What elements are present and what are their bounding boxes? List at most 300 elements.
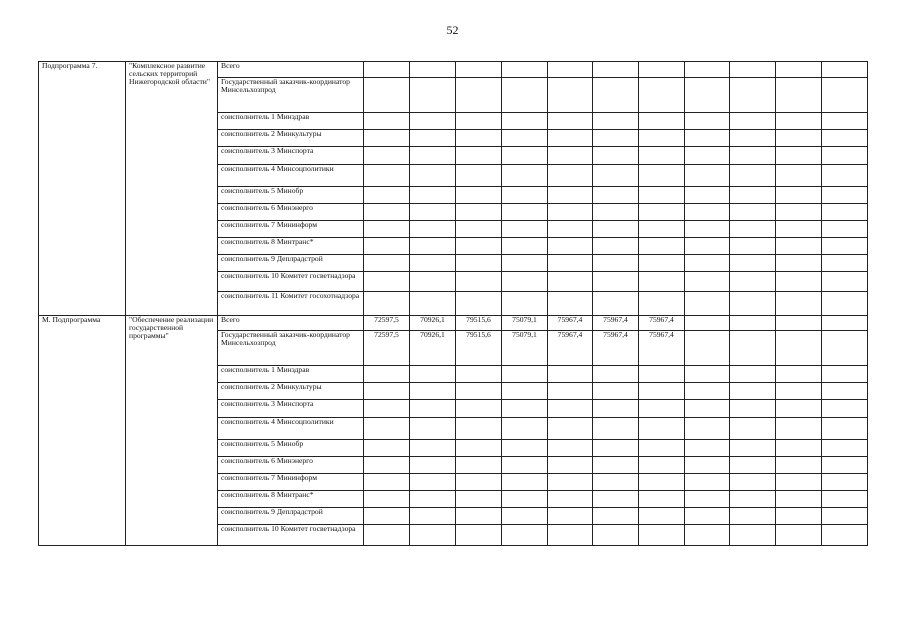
page-number: 52 (446, 23, 459, 37)
value-cell (822, 238, 868, 255)
value-cell (548, 272, 593, 292)
row-label: соисполнитель 3 Минспорта (218, 147, 364, 165)
value-cell (364, 78, 410, 113)
value-cell (502, 525, 548, 546)
value-cell (730, 383, 776, 400)
value-cell (593, 62, 639, 78)
value-cell (502, 366, 548, 383)
row-label: соисполнитель 7 Мининформ (218, 474, 364, 491)
value-cell (456, 113, 502, 130)
value-cell (776, 292, 822, 316)
value-cell (548, 147, 593, 165)
value-cell (730, 147, 776, 165)
value-cell (730, 204, 776, 221)
value-cell (456, 418, 502, 440)
value-cell (410, 78, 456, 113)
value-cell (685, 165, 730, 187)
value-cell (822, 474, 868, 491)
value-cell (456, 221, 502, 238)
value-cell (639, 491, 685, 508)
value-cell (822, 292, 868, 316)
value-cell (593, 525, 639, 546)
value-cell (502, 272, 548, 292)
value-cell (502, 221, 548, 238)
value-cell (410, 457, 456, 474)
value-cell (593, 204, 639, 221)
value-cell (822, 457, 868, 474)
value-cell (593, 187, 639, 204)
value-cell (730, 221, 776, 238)
value-cell (776, 78, 822, 113)
value-cell (685, 130, 730, 147)
value-cell (456, 147, 502, 165)
value-cell (548, 400, 593, 418)
table-row (39, 316, 868, 331)
value-cell (730, 474, 776, 491)
value-cell (639, 221, 685, 238)
value-cell (776, 366, 822, 383)
value-cell (822, 204, 868, 221)
value-cell (456, 165, 502, 187)
value-cell (685, 316, 730, 331)
value-cell (730, 78, 776, 113)
value-cell (639, 418, 685, 440)
value-cell (822, 525, 868, 546)
value-cell (822, 272, 868, 292)
value-cell (410, 491, 456, 508)
value-cell (685, 272, 730, 292)
value-cell (364, 400, 410, 418)
value-cell (685, 204, 730, 221)
value-cell (639, 238, 685, 255)
value-cell (456, 238, 502, 255)
value-cell (730, 525, 776, 546)
budget-table (38, 61, 868, 546)
value-cell: 79515,6 (456, 331, 502, 366)
value-cell: 72597,5 (364, 331, 410, 366)
value-cell (776, 238, 822, 255)
value-cell (456, 130, 502, 147)
row-label: соисполнитель 1 Минздрав (218, 366, 364, 383)
value-cell (822, 113, 868, 130)
value-cell (502, 165, 548, 187)
value-cell (410, 221, 456, 238)
value-cell (548, 204, 593, 221)
value-cell (639, 113, 685, 130)
row-label: соисполнитель 11 Комитет госохотнадзора (218, 292, 364, 316)
value-cell (364, 238, 410, 255)
value-cell (639, 366, 685, 383)
value-cell (822, 366, 868, 383)
value-cell (364, 187, 410, 204)
value-cell (822, 491, 868, 508)
value-cell (776, 418, 822, 440)
value-cell (730, 508, 776, 525)
value-cell (593, 383, 639, 400)
value-cell (685, 62, 730, 78)
value-cell (364, 366, 410, 383)
value-cell (502, 113, 548, 130)
value-cell (730, 457, 776, 474)
value-cell (502, 508, 548, 525)
value-cell (593, 474, 639, 491)
value-cell (730, 130, 776, 147)
value-cell (776, 147, 822, 165)
value-cell (548, 62, 593, 78)
row-label: Государственный заказчик-координатор Минсельхозпрод (218, 331, 364, 366)
value-cell (685, 238, 730, 255)
value-cell (548, 474, 593, 491)
value-cell (502, 238, 548, 255)
value-cell (776, 130, 822, 147)
value-cell (456, 78, 502, 113)
value-cell (639, 255, 685, 272)
value-cell (730, 255, 776, 272)
row-label: соисполнитель 1 Минздрав (218, 113, 364, 130)
value-cell (548, 292, 593, 316)
value-cell (593, 491, 639, 508)
value-cell (593, 130, 639, 147)
value-cell (410, 418, 456, 440)
value-cell (548, 440, 593, 457)
value-cell (364, 255, 410, 272)
value-cell (410, 474, 456, 491)
value-cell (410, 383, 456, 400)
value-cell (639, 474, 685, 491)
value-cell: 75967,4 (639, 331, 685, 366)
value-cell (730, 418, 776, 440)
value-cell (776, 113, 822, 130)
value-cell (685, 221, 730, 238)
value-cell (730, 113, 776, 130)
value-cell (456, 525, 502, 546)
value-cell (364, 272, 410, 292)
value-cell: 70926,1 (410, 331, 456, 366)
row-label: соисполнитель 5 Минобр (218, 440, 364, 457)
value-cell (548, 221, 593, 238)
value-cell (456, 366, 502, 383)
value-cell (822, 418, 868, 440)
value-cell (822, 508, 868, 525)
value-cell (639, 272, 685, 292)
value-cell (364, 508, 410, 525)
value-cell (410, 255, 456, 272)
value-cell (410, 187, 456, 204)
value-cell: 75967,4 (548, 316, 593, 331)
value-cell (364, 130, 410, 147)
value-cell (502, 255, 548, 272)
value-cell (776, 165, 822, 187)
value-cell (410, 508, 456, 525)
value-cell (593, 113, 639, 130)
value-cell (456, 255, 502, 272)
value-cell (776, 221, 822, 238)
program-title-cell: "Обеспечение реализации государственной программы" (126, 316, 218, 546)
value-cell (685, 440, 730, 457)
value-cell (410, 292, 456, 316)
row-label: соисполнитель 5 Минобр (218, 187, 364, 204)
value-cell (364, 292, 410, 316)
value-cell (776, 525, 822, 546)
value-cell (456, 440, 502, 457)
value-cell (410, 147, 456, 165)
value-cell (639, 508, 685, 525)
program-cell: М. Подпрограмма (39, 316, 126, 546)
value-cell (410, 400, 456, 418)
value-cell (410, 130, 456, 147)
value-cell (502, 400, 548, 418)
value-cell (639, 292, 685, 316)
row-label: соисполнитель 2 Минкультуры (218, 130, 364, 147)
value-cell (776, 457, 822, 474)
value-cell (593, 508, 639, 525)
value-cell (548, 525, 593, 546)
value-cell (822, 255, 868, 272)
value-cell (456, 62, 502, 78)
value-cell (685, 525, 730, 546)
value-cell (822, 331, 868, 366)
row-label: соисполнитель 8 Минтранс* (218, 238, 364, 255)
value-cell (502, 440, 548, 457)
value-cell (639, 130, 685, 147)
value-cell (548, 255, 593, 272)
value-cell (456, 508, 502, 525)
value-cell (593, 440, 639, 457)
value-cell (776, 474, 822, 491)
value-cell (548, 383, 593, 400)
value-cell (776, 508, 822, 525)
value-cell (639, 525, 685, 546)
value-cell (822, 383, 868, 400)
value-cell (685, 474, 730, 491)
row-label: соисполнитель 10 Комитет госветнадзора (218, 272, 364, 292)
row-label: соисполнитель 8 Минтранс* (218, 491, 364, 508)
value-cell (822, 221, 868, 238)
value-cell (593, 366, 639, 383)
value-cell (364, 113, 410, 130)
value-cell (410, 113, 456, 130)
value-cell (685, 366, 730, 383)
value-cell (502, 491, 548, 508)
value-cell (410, 62, 456, 78)
row-label: соисполнитель 4 Минсоцполитики (218, 165, 364, 187)
value-cell (548, 508, 593, 525)
value-cell (548, 491, 593, 508)
value-cell (730, 366, 776, 383)
value-cell (456, 383, 502, 400)
value-cell (548, 78, 593, 113)
value-cell (685, 113, 730, 130)
row-label: соисполнитель 4 Минсоцполитики (218, 418, 364, 440)
value-cell (364, 165, 410, 187)
value-cell (685, 147, 730, 165)
value-cell (456, 400, 502, 418)
value-cell (639, 457, 685, 474)
value-cell (364, 474, 410, 491)
row-label: соисполнитель 6 Минэнерго (218, 457, 364, 474)
value-cell (364, 440, 410, 457)
value-cell (776, 383, 822, 400)
value-cell (364, 418, 410, 440)
value-cell: 75967,4 (593, 316, 639, 331)
value-cell (685, 457, 730, 474)
value-cell (548, 165, 593, 187)
value-cell (639, 165, 685, 187)
value-cell (730, 62, 776, 78)
value-cell (364, 491, 410, 508)
value-cell (685, 331, 730, 366)
value-cell: 70926,1 (410, 316, 456, 331)
value-cell (776, 62, 822, 78)
value-cell (593, 255, 639, 272)
row-label: соисполнитель 9 Деплрадстрой (218, 255, 364, 272)
value-cell (502, 474, 548, 491)
value-cell (593, 238, 639, 255)
value-cell (593, 400, 639, 418)
value-cell (822, 187, 868, 204)
value-cell (776, 400, 822, 418)
value-cell (364, 62, 410, 78)
value-cell (502, 78, 548, 113)
value-cell (730, 272, 776, 292)
value-cell (639, 62, 685, 78)
value-cell (548, 113, 593, 130)
value-cell (548, 187, 593, 204)
value-cell (822, 147, 868, 165)
value-cell (730, 331, 776, 366)
value-cell (822, 130, 868, 147)
value-cell (593, 292, 639, 316)
value-cell (364, 204, 410, 221)
value-cell (776, 187, 822, 204)
value-cell (776, 331, 822, 366)
value-cell (548, 366, 593, 383)
value-cell (410, 238, 456, 255)
value-cell: 72597,5 (364, 316, 410, 331)
row-label: Государственный заказчик-координатор Минсельхозпрод (218, 78, 364, 113)
table-row (39, 62, 868, 78)
value-cell: 75079,1 (502, 331, 548, 366)
value-cell: 79515,6 (456, 316, 502, 331)
value-cell (364, 147, 410, 165)
value-cell (502, 147, 548, 165)
value-cell (410, 440, 456, 457)
value-cell (364, 383, 410, 400)
value-cell (776, 316, 822, 331)
row-label: соисполнитель 6 Минэнерго (218, 204, 364, 221)
value-cell (639, 147, 685, 165)
value-cell (822, 316, 868, 331)
value-cell (593, 221, 639, 238)
value-cell (548, 457, 593, 474)
value-cell (639, 400, 685, 418)
value-cell (822, 440, 868, 457)
value-cell (548, 418, 593, 440)
value-cell (593, 165, 639, 187)
value-cell (685, 491, 730, 508)
value-cell (776, 204, 822, 221)
value-cell (502, 204, 548, 221)
value-cell (639, 187, 685, 204)
value-cell (456, 272, 502, 292)
value-cell (685, 418, 730, 440)
value-cell (685, 400, 730, 418)
value-cell (593, 272, 639, 292)
value-cell (593, 418, 639, 440)
value-cell (685, 292, 730, 316)
value-cell (730, 187, 776, 204)
value-cell (776, 272, 822, 292)
value-cell (593, 147, 639, 165)
value-cell (639, 204, 685, 221)
value-cell (456, 491, 502, 508)
value-cell (364, 525, 410, 546)
value-cell (639, 440, 685, 457)
value-cell (730, 238, 776, 255)
value-cell (822, 165, 868, 187)
value-cell (730, 440, 776, 457)
value-cell (685, 383, 730, 400)
value-cell (410, 366, 456, 383)
value-cell (593, 457, 639, 474)
value-cell (593, 78, 639, 113)
row-label: соисполнитель 2 Минкультуры (218, 383, 364, 400)
value-cell (685, 187, 730, 204)
value-cell (502, 62, 548, 78)
value-cell (685, 78, 730, 113)
program-cell: Подпрограмма 7. (39, 62, 126, 316)
value-cell (776, 491, 822, 508)
value-cell (364, 457, 410, 474)
value-cell (502, 383, 548, 400)
value-cell: 75967,4 (639, 316, 685, 331)
value-cell (730, 316, 776, 331)
value-cell: 75079,1 (502, 316, 548, 331)
value-cell (822, 62, 868, 78)
value-cell (456, 474, 502, 491)
row-label: соисполнитель 10 Комитет госветнадзора (218, 525, 364, 546)
value-cell (456, 292, 502, 316)
value-cell (456, 457, 502, 474)
value-cell (548, 130, 593, 147)
value-cell (502, 457, 548, 474)
value-cell (548, 238, 593, 255)
value-cell (685, 508, 730, 525)
value-cell (410, 165, 456, 187)
program-title-cell: "Комплексное развитие сельских территорий Нижегородской области" (126, 62, 218, 316)
value-cell (730, 491, 776, 508)
value-cell (410, 525, 456, 546)
value-cell (410, 204, 456, 221)
value-cell (502, 418, 548, 440)
value-cell (502, 130, 548, 147)
value-cell (730, 292, 776, 316)
value-cell: 75967,4 (593, 331, 639, 366)
row-label: соисполнитель 7 Мининформ (218, 221, 364, 238)
row-label: Всего (218, 62, 364, 78)
value-cell (502, 187, 548, 204)
value-cell (730, 400, 776, 418)
value-cell (685, 255, 730, 272)
value-cell (776, 440, 822, 457)
row-label: соисполнитель 9 Деплрадстрой (218, 508, 364, 525)
value-cell (639, 383, 685, 400)
value-cell (776, 255, 822, 272)
row-label: Всего (218, 316, 364, 331)
value-cell (456, 204, 502, 221)
value-cell (822, 78, 868, 113)
value-cell (502, 292, 548, 316)
